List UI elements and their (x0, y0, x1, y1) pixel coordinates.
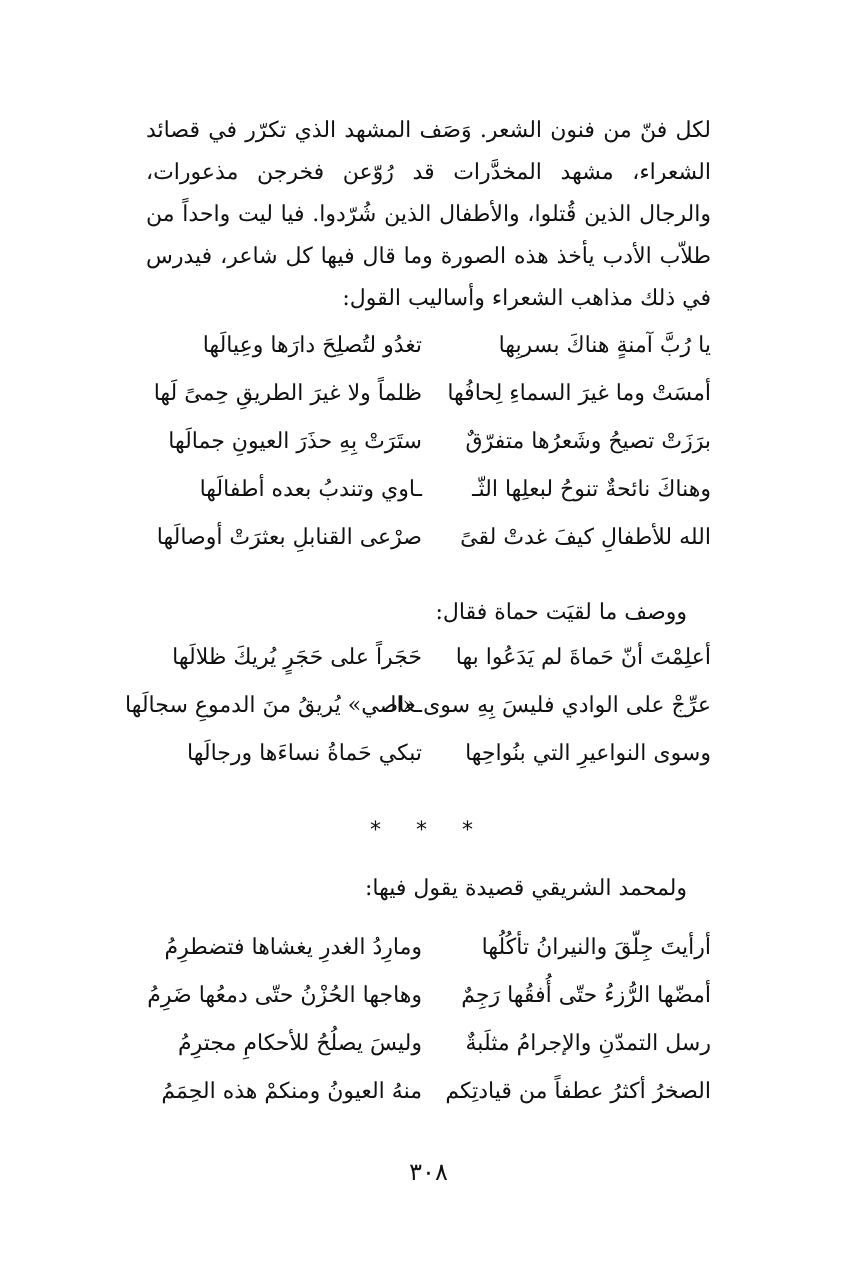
second-hemistich: ستَرَتْ بِهِ حذَرَ العيونِ جمالَها (168, 429, 422, 454)
first-hemistich: وسوى النواعيرِ التي بنُواحِها (465, 741, 711, 766)
verse (146, 1031, 711, 1079)
first-hemistich: عرِّجْ على الوادي فليسَ بِهِ سوى «الـ (383, 693, 711, 718)
verse (146, 645, 711, 693)
section-separator: * * * (370, 818, 487, 843)
first-hemistich: أمضّها الرُّزءُ حتّى أُفقُها رَجِمٌ (461, 983, 711, 1008)
poem-three-intro: ولمحمد الشريقي قصيدة يقول فيها: (365, 876, 687, 901)
second-hemistich: ظلماً ولا غيرَ الطريقِ حِمىً لَها (153, 381, 422, 406)
verse (146, 1079, 711, 1127)
verse (125, 693, 711, 741)
verse (146, 525, 711, 573)
first-hemistich: وهناكَ نائحةٌ تنوحُ لبعلِها الثّـ (472, 477, 711, 502)
intro-paragraph: لكل فنّ من فنون الشعر. وَصَف المشهد الذي تكرّر في قصائد الشعراء، مشهد المخدَّرات قد رُوّعن فخرجن مذعورات، والرجال الذين قُتلوا، والأطفال الذين شُرّدوا. فيا ليت واحداً من طلاّب الأدب يأخذ هذه الصورة وما قال فيها كل شاعر، فيدرس في ذلك مذاهب الشعراء وأساليب القول: (146, 118, 711, 311)
second-hemistich: وليسَ يصلُحُ للأحكامِ مجترِمُ (178, 1031, 422, 1056)
first-hemistich: يا رُبَّ آمنةٍ هناكَ بسربِها (498, 333, 711, 358)
first-hemistich: الصخرُ أكثرُ عطفاً من قيادتِكم (445, 1079, 711, 1104)
poem-two-intro: ووصف ما لقيَت حماة فقال: (435, 600, 687, 625)
verse (146, 983, 711, 1031)
second-hemistich: تغدُو لتُصلِحَ دارَها وعِيالَها (202, 333, 422, 358)
first-hemistich: رسل التمدّنِ والإجرامُ مثلَبةٌ (465, 1031, 711, 1056)
first-hemistich: أمسَتْ وما غيرَ السماءِ لِحافُها (447, 381, 711, 406)
poem-one (146, 333, 711, 573)
second-hemistich: صرْعى القنابلِ بعثرَتْ أوصالَها (156, 525, 422, 550)
verse (146, 741, 711, 789)
poem-three (146, 935, 711, 1127)
first-hemistich: أرأيتَ جِلّقَ والنيرانُ تأكُلُها (481, 935, 711, 960)
second-hemistich: ـاوي وتندبُ بعده أطفالَها (199, 477, 422, 502)
second-hemistich: منهُ العيونُ ومنكمْ هذه الحِمَمُ (161, 1079, 422, 1104)
page-number: ٣٠٨ (409, 1158, 448, 1186)
first-hemistich: الله للأطفالِ كيفَ غدتْ لقىً (460, 525, 711, 550)
verse (146, 381, 711, 429)
verse (146, 429, 711, 477)
first-hemistich: أعلِمْتَ أنّ حَماةَ لم يَدَعُوا بها (455, 645, 711, 670)
first-hemistich: برَزَتْ تصيحُ وشَعرُها متفرّقٌ (465, 429, 711, 454)
poem-two (125, 645, 711, 789)
verse (146, 477, 711, 525)
verse (146, 333, 711, 381)
second-hemistich: تبكي حَماةُ نساءَها ورجالَها (187, 741, 422, 766)
second-hemistich: وهاجها الحُزْنُ حتّى دمعُها ضَرِمُ (147, 983, 422, 1008)
second-hemistich: ومارِدُ الغدرِ يغشاها فتضطرِمُ (164, 935, 422, 960)
second-hemistich: حَجَراً على حَجَرٍ يُريكَ ظلالَها (172, 645, 422, 670)
verse (146, 935, 711, 983)
second-hemistich: ـعاصي» يُريقُ منَ الدموعِ سجالَها (125, 693, 422, 718)
